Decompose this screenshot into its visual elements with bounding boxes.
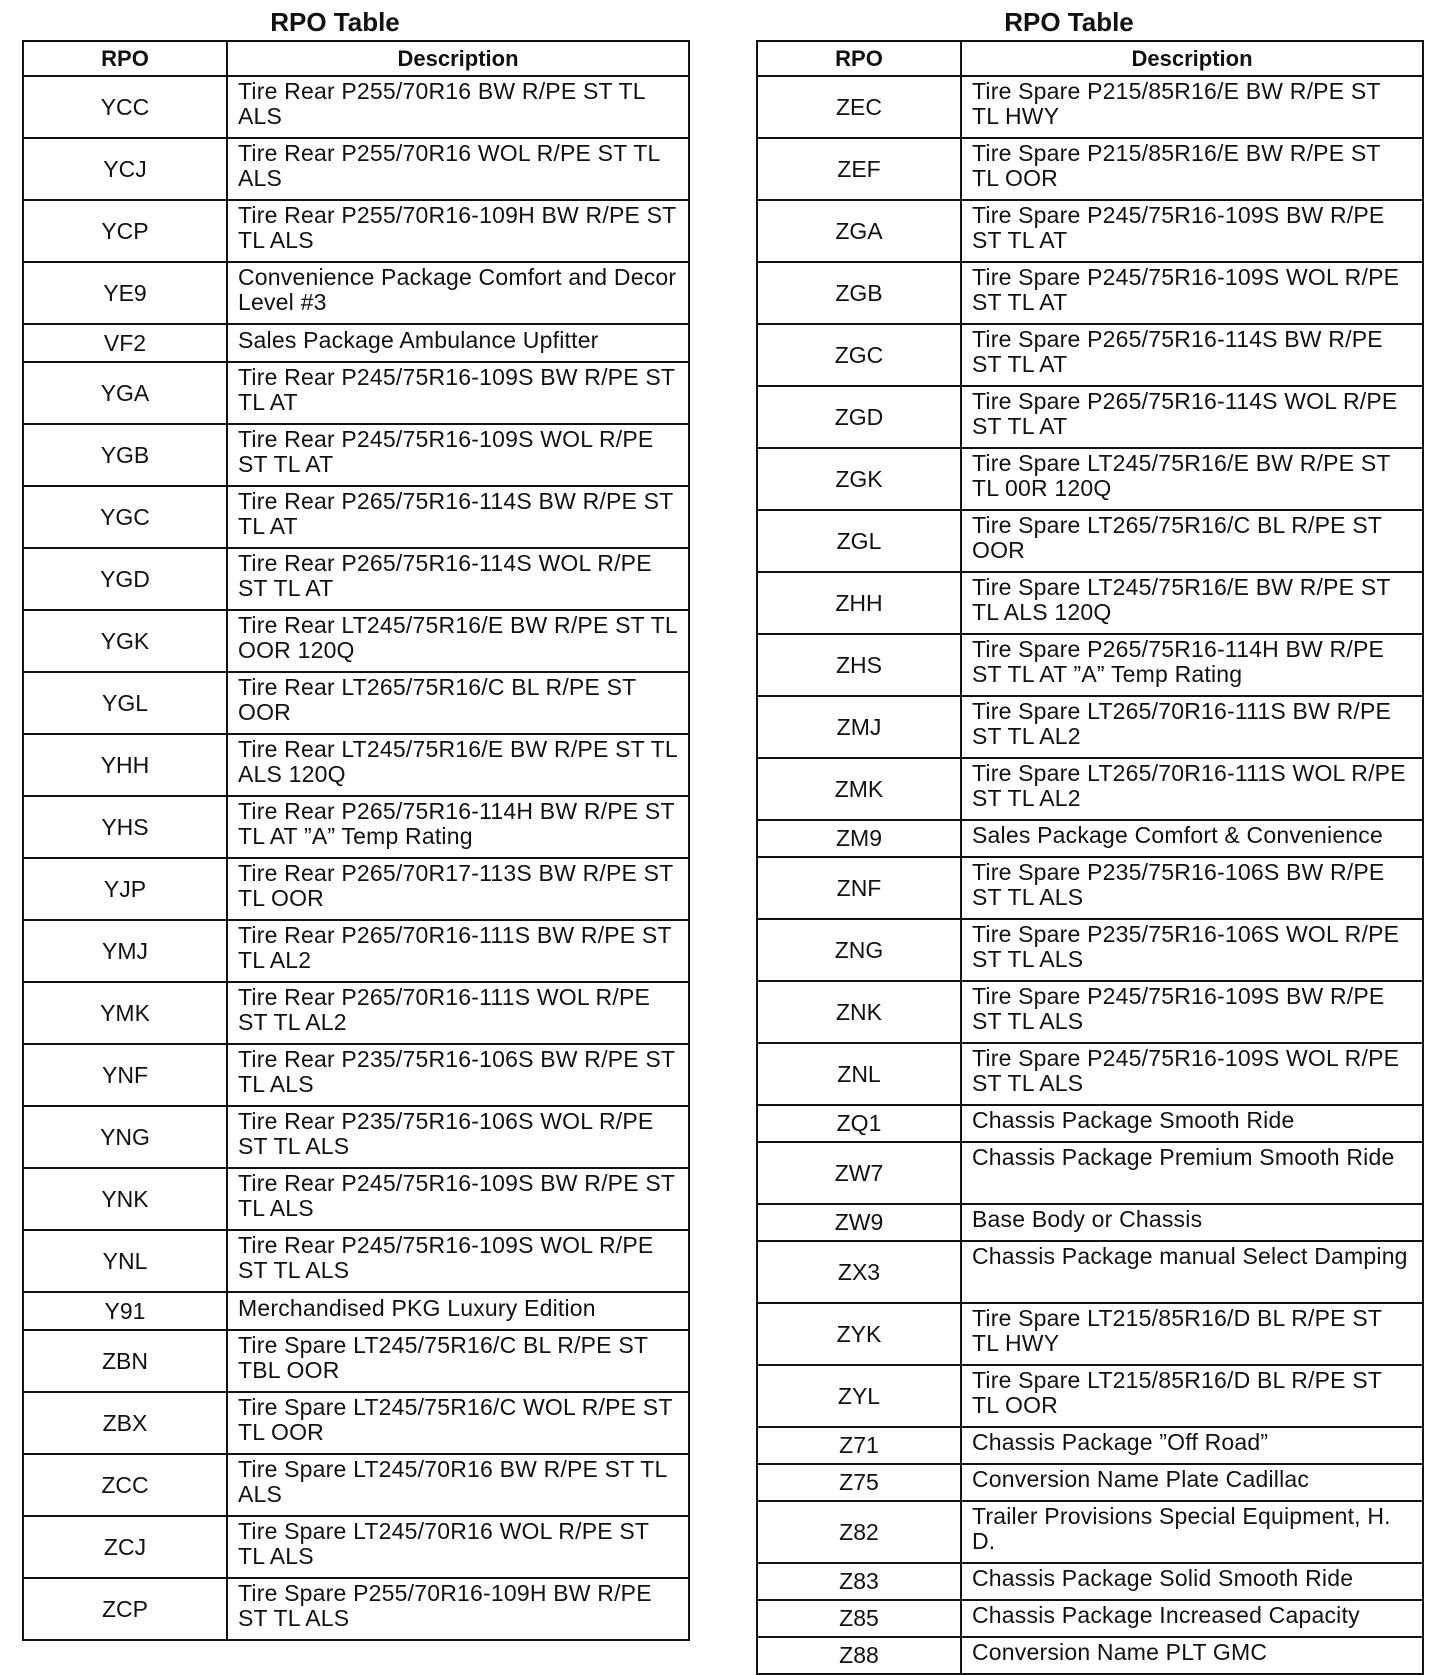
rpo-code-cell: YGA (23, 362, 227, 424)
description-cell: Chassis Package Increased Capacity (961, 1600, 1423, 1637)
rpo-code-cell: YHH (23, 734, 227, 796)
rpo-code-cell: ZMK (757, 758, 961, 820)
description-cell: Conversion Name PLT GMC (961, 1637, 1423, 1674)
description-cell: Tire Spare LT265/70R16-111S BW R/PE ST TL AL2 (961, 696, 1423, 758)
table-row (757, 448, 1423, 510)
description-column-header: Description (961, 41, 1423, 76)
rpo-code-cell: YGL (23, 672, 227, 734)
table-row (757, 981, 1423, 1043)
table-row (23, 138, 689, 200)
left-table-title: RPO Table (270, 7, 400, 37)
table-row (23, 324, 689, 362)
table-row (757, 510, 1423, 572)
description-cell: Tire Spare LT245/70R16 BW R/PE ST TL ALS (227, 1454, 689, 1516)
rpo-code-cell: ZEF (757, 138, 961, 200)
table-row (23, 672, 689, 734)
rpo-code-cell: YE9 (23, 262, 227, 324)
table-row (757, 262, 1423, 324)
table-row (23, 610, 689, 672)
description-cell: Tire Rear P255/70R16 WOL R/PE ST TL ALS (227, 138, 689, 200)
table-row (757, 386, 1423, 448)
description-cell: Convenience Package Comfort and Decor Level #3 (227, 262, 689, 324)
table-row (757, 1142, 1423, 1204)
description-cell: Chassis Package Premium Smooth Ride (961, 1142, 1423, 1204)
right-rpo-table (756, 40, 1424, 1675)
description-cell: Tire Spare LT245/70R16 WOL R/PE ST TL ALS (227, 1516, 689, 1578)
rpo-code-cell: ZCC (23, 1454, 227, 1516)
description-cell: Tire Rear P255/70R16 BW R/PE ST TL ALS (227, 76, 689, 138)
description-cell: Tire Spare P265/75R16-114S BW R/PE ST TL AT (961, 324, 1423, 386)
description-cell: Tire Spare LT245/75R16/E BW R/PE ST TL 00R 120Q (961, 448, 1423, 510)
rpo-code-cell: YCJ (23, 138, 227, 200)
description-cell: Chassis Package ”Off Road” (961, 1427, 1423, 1464)
description-cell: Sales Package Comfort & Convenience (961, 820, 1423, 857)
rpo-code-cell: YCC (23, 76, 227, 138)
table-row (23, 1516, 689, 1578)
description-cell: Sales Package Ambulance Upfitter (227, 324, 689, 362)
description-cell: Merchandised PKG Luxury Edition (227, 1292, 689, 1330)
table-row (757, 820, 1423, 857)
table-row (757, 857, 1423, 919)
description-cell: Tire Spare LT245/75R16/C WOL R/PE ST TL OOR (227, 1392, 689, 1454)
description-cell: Tire Rear LT245/75R16/E BW R/PE ST TL ALS 120Q (227, 734, 689, 796)
description-cell: Tire Spare P215/85R16/E BW R/PE ST TL OOR (961, 138, 1423, 200)
table-row (757, 758, 1423, 820)
description-cell: Tire Rear P235/75R16-106S BW R/PE ST TL ALS (227, 1044, 689, 1106)
description-cell: Tire Spare P215/85R16/E BW R/PE ST TL HWY (961, 76, 1423, 138)
table-row (23, 982, 689, 1044)
rpo-code-cell: VF2 (23, 324, 227, 362)
description-column-header: Description (227, 41, 689, 76)
description-cell: Tire Spare P245/75R16-109S BW R/PE ST TL AT (961, 200, 1423, 262)
description-cell: Tire Spare LT215/85R16/D BL R/PE ST TL OOR (961, 1365, 1423, 1427)
table-row (23, 200, 689, 262)
rpo-code-cell: ZCP (23, 1578, 227, 1640)
table-row (23, 734, 689, 796)
description-cell: Tire Rear P245/75R16-109S BW R/PE ST TL AT (227, 362, 689, 424)
description-cell: Tire Spare LT265/70R16-111S WOL R/PE ST TL AL2 (961, 758, 1423, 820)
rpo-code-cell: ZBX (23, 1392, 227, 1454)
description-cell: Tire Spare P265/75R16-114H BW R/PE ST TL AT ”A” Temp Rating (961, 634, 1423, 696)
right-table-body (757, 76, 1423, 1674)
description-cell: Chassis Package manual Select Damping (961, 1241, 1423, 1303)
table-row (757, 1204, 1423, 1241)
rpo-code-cell: Z83 (757, 1563, 961, 1600)
description-cell: Base Body or Chassis (961, 1204, 1423, 1241)
table-row (757, 1464, 1423, 1501)
table-row (757, 138, 1423, 200)
rpo-code-cell: ZGD (757, 386, 961, 448)
rpo-code-cell: YHS (23, 796, 227, 858)
description-cell: Conversion Name Plate Cadillac (961, 1464, 1423, 1501)
rpo-code-cell: Z82 (757, 1501, 961, 1563)
rpo-code-cell: YGC (23, 486, 227, 548)
rpo-code-cell: YNK (23, 1168, 227, 1230)
table-row (23, 262, 689, 324)
rpo-column-header: RPO (757, 41, 961, 76)
table-row (23, 858, 689, 920)
description-cell: Tire Spare LT245/75R16/E BW R/PE ST TL ALS 120Q (961, 572, 1423, 634)
description-cell: Tire Spare LT215/85R16/D BL R/PE ST TL HWY (961, 1303, 1423, 1365)
description-cell: Trailer Provisions Special Equipment, H. D. (961, 1501, 1423, 1563)
table-row (23, 1106, 689, 1168)
table-row (23, 76, 689, 138)
description-cell: Tire Rear P265/75R16-114S BW R/PE ST TL AT (227, 486, 689, 548)
left-table-header-row (23, 41, 689, 76)
rpo-code-cell: ZGL (757, 510, 961, 572)
table-row (757, 919, 1423, 981)
table-row (23, 796, 689, 858)
table-row (23, 424, 689, 486)
rpo-code-cell: Z88 (757, 1637, 961, 1674)
description-cell: Tire Rear P245/75R16-109S BW R/PE ST TL ALS (227, 1168, 689, 1230)
rpo-code-cell: ZYK (757, 1303, 961, 1365)
rpo-code-cell: Y91 (23, 1292, 227, 1330)
description-cell: Tire Rear P265/70R16-111S BW R/PE ST TL AL2 (227, 920, 689, 982)
right-table-title: RPO Table (1004, 7, 1134, 37)
table-row (757, 634, 1423, 696)
rpo-code-cell: ZW7 (757, 1142, 961, 1204)
table-row (757, 1427, 1423, 1464)
rpo-code-cell: ZBN (23, 1330, 227, 1392)
rpo-code-cell: YGK (23, 610, 227, 672)
table-row (757, 76, 1423, 138)
table-row (757, 1501, 1423, 1563)
table-row (23, 1578, 689, 1640)
table-row (23, 920, 689, 982)
description-cell: Tire Rear P265/70R16-111S WOL R/PE ST TL AL2 (227, 982, 689, 1044)
table-row (757, 1563, 1423, 1600)
right-rpo-table-section (756, 4, 1422, 1675)
rpo-code-cell: YMJ (23, 920, 227, 982)
description-cell: Tire Spare P265/75R16-114S WOL R/PE ST TL AT (961, 386, 1423, 448)
table-row (23, 486, 689, 548)
description-cell: Tire Spare P235/75R16-106S WOL R/PE ST TL ALS (961, 919, 1423, 981)
table-row (757, 324, 1423, 386)
rpo-code-cell: ZGA (757, 200, 961, 262)
rpo-code-cell: ZGC (757, 324, 961, 386)
rpo-code-cell: YGD (23, 548, 227, 610)
table-row (23, 1168, 689, 1230)
description-cell: Tire Spare P245/75R16-109S WOL R/PE ST TL ALS (961, 1043, 1423, 1105)
rpo-code-cell: ZNG (757, 919, 961, 981)
table-row (23, 1330, 689, 1392)
table-row (757, 1303, 1423, 1365)
description-cell: Tire Rear P245/75R16-109S WOL R/PE ST TL ALS (227, 1230, 689, 1292)
left-rpo-table (22, 40, 690, 1641)
rpo-code-cell: YNL (23, 1230, 227, 1292)
rpo-code-cell: ZM9 (757, 820, 961, 857)
rpo-code-cell: ZCJ (23, 1516, 227, 1578)
description-cell: Chassis Package Smooth Ride (961, 1105, 1423, 1142)
rpo-code-cell: Z75 (757, 1464, 961, 1501)
rpo-code-cell: Z85 (757, 1600, 961, 1637)
description-cell: Tire Spare P255/70R16-109H BW R/PE ST TL ALS (227, 1578, 689, 1640)
table-row (23, 1230, 689, 1292)
rpo-code-cell: Z71 (757, 1427, 961, 1464)
table-row (23, 362, 689, 424)
rpo-code-cell: ZGB (757, 262, 961, 324)
rpo-code-cell: YMK (23, 982, 227, 1044)
rpo-code-cell: ZMJ (757, 696, 961, 758)
table-row (757, 1365, 1423, 1427)
rpo-code-cell: YNG (23, 1106, 227, 1168)
rpo-code-cell: ZX3 (757, 1241, 961, 1303)
rpo-code-cell: ZW9 (757, 1204, 961, 1241)
rpo-code-cell: YGB (23, 424, 227, 486)
description-cell: Tire Spare P245/75R16-109S WOL R/PE ST TL AT (961, 262, 1423, 324)
table-row (757, 696, 1423, 758)
description-cell: Tire Rear LT265/75R16/C BL R/PE ST OOR (227, 672, 689, 734)
description-cell: Tire Spare P245/75R16-109S BW R/PE ST TL ALS (961, 981, 1423, 1043)
table-row (757, 200, 1423, 262)
rpo-code-cell: YNF (23, 1044, 227, 1106)
description-cell: Tire Spare LT245/75R16/C BL R/PE ST TBL OOR (227, 1330, 689, 1392)
description-cell: Tire Spare P235/75R16-106S BW R/PE ST TL ALS (961, 857, 1423, 919)
rpo-code-cell: ZGK (757, 448, 961, 510)
rpo-code-cell: ZYL (757, 1365, 961, 1427)
table-row (757, 1600, 1423, 1637)
rpo-code-cell: ZHS (757, 634, 961, 696)
table-row (23, 1292, 689, 1330)
rpo-code-cell: ZEC (757, 76, 961, 138)
description-cell: Tire Rear P245/75R16-109S WOL R/PE ST TL AT (227, 424, 689, 486)
description-cell: Tire Spare LT265/75R16/C BL R/PE ST OOR (961, 510, 1423, 572)
description-cell: Tire Rear P265/75R16-114H BW R/PE ST TL AT ”A” Temp Rating (227, 796, 689, 858)
left-rpo-table-section (22, 4, 688, 1641)
description-cell: Tire Rear P265/70R17-113S BW R/PE ST TL OOR (227, 858, 689, 920)
description-cell: Tire Rear P235/75R16-106S WOL R/PE ST TL ALS (227, 1106, 689, 1168)
rpo-column-header: RPO (23, 41, 227, 76)
table-row (757, 1637, 1423, 1674)
table-row (757, 1043, 1423, 1105)
rpo-code-cell: YJP (23, 858, 227, 920)
right-table-header-row (757, 41, 1423, 76)
rpo-code-cell: ZNK (757, 981, 961, 1043)
description-cell: Tire Rear P265/75R16-114S WOL R/PE ST TL AT (227, 548, 689, 610)
rpo-code-cell: ZQ1 (757, 1105, 961, 1142)
table-row (23, 1392, 689, 1454)
table-row (757, 1241, 1423, 1303)
description-cell: Tire Rear LT245/75R16/E BW R/PE ST TL OOR 120Q (227, 610, 689, 672)
rpo-code-cell: ZNL (757, 1043, 961, 1105)
rpo-code-cell: ZNF (757, 857, 961, 919)
table-row (23, 548, 689, 610)
rpo-code-cell: YCP (23, 200, 227, 262)
table-row (23, 1044, 689, 1106)
description-cell: Tire Rear P255/70R16-109H BW R/PE ST TL ALS (227, 200, 689, 262)
table-row (757, 1105, 1423, 1142)
rpo-code-cell: ZHH (757, 572, 961, 634)
left-table-body (23, 76, 689, 1640)
table-row (23, 1454, 689, 1516)
table-row (757, 572, 1423, 634)
description-cell: Chassis Package Solid Smooth Ride (961, 1563, 1423, 1600)
